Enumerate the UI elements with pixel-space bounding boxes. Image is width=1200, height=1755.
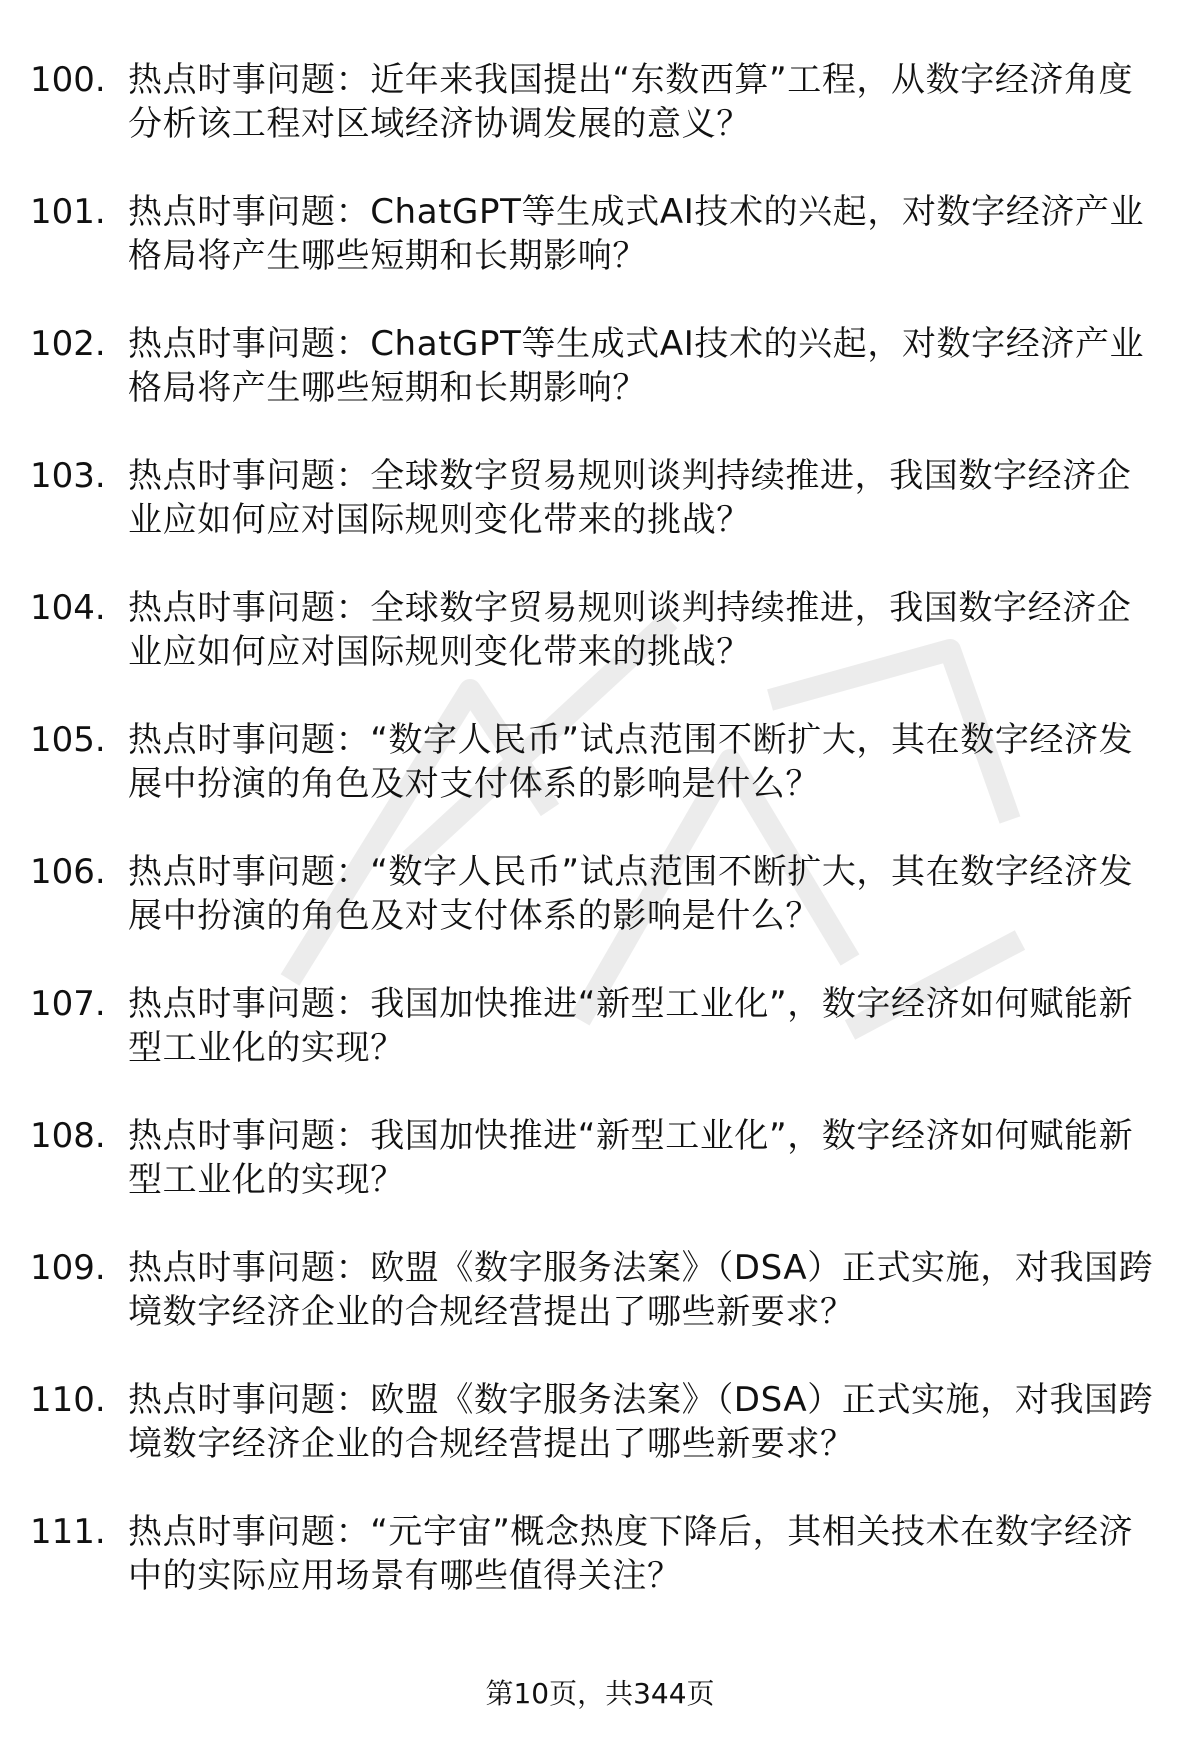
question-number: 102. bbox=[30, 324, 106, 364]
list-item bbox=[30, 1114, 1160, 1246]
question-text: 热点时事问题：“数字人民币”试点范围不断扩大，其在数字经济发展中扮演的角色及对支付体系的影响是什么？ bbox=[128, 720, 1134, 804]
question-text: 热点时事问题：近年来我国提出“东数西算”工程，从数字经济角度分析该工程对区域经济协调发展的意义？ bbox=[128, 60, 1134, 144]
question-number: 103. bbox=[30, 456, 106, 496]
question-number: 100. bbox=[30, 60, 106, 100]
question-text: 热点时事问题：全球数字贸易规则谈判持续推进，我国数字经济企业应如何应对国际规则变化带来的挑战？ bbox=[128, 456, 1132, 540]
list-item bbox=[30, 454, 1160, 586]
list-item bbox=[30, 718, 1160, 850]
page-footer bbox=[0, 1674, 1200, 1714]
list-item bbox=[30, 190, 1160, 322]
question-number: 106. bbox=[30, 852, 106, 892]
question-text: 热点时事问题：“数字人民币”试点范围不断扩大，其在数字经济发展中扮演的角色及对支付体系的影响是什么？ bbox=[128, 852, 1134, 936]
question-number: 105. bbox=[30, 720, 106, 760]
question-number: 101. bbox=[30, 192, 106, 232]
question-text: 热点时事问题：我国加快推进“新型工业化”，数字经济如何赋能新型工业化的实现？ bbox=[128, 984, 1134, 1068]
question-text: 热点时事问题：ChatGPT等生成式AI技术的兴起，对数字经济产业格局将产生哪些短期和长期影响？ bbox=[128, 192, 1145, 276]
list-item bbox=[30, 322, 1160, 454]
list-item bbox=[30, 58, 1160, 190]
list-item bbox=[30, 1510, 1160, 1642]
list-item bbox=[30, 1378, 1160, 1510]
list-item bbox=[30, 982, 1160, 1114]
question-text: 热点时事问题：“元宇宙”概念热度下降后，其相关技术在数字经济中的实际应用场景有哪些值得关注？ bbox=[128, 1512, 1134, 1596]
question-text: 热点时事问题：我国加快推进“新型工业化”，数字经济如何赋能新型工业化的实现？ bbox=[128, 1116, 1134, 1200]
question-number: 111. bbox=[30, 1512, 106, 1552]
question-number: 109. bbox=[30, 1248, 106, 1288]
question-list bbox=[30, 58, 1160, 1642]
question-text: 热点时事问题：欧盟《数字服务法案》（DSA）正式实施，对我国跨境数字经济企业的合规经营提出了哪些新要求？ bbox=[128, 1248, 1154, 1332]
question-number: 107. bbox=[30, 984, 106, 1024]
list-item bbox=[30, 850, 1160, 982]
question-number: 104. bbox=[30, 588, 106, 628]
question-text: 热点时事问题：ChatGPT等生成式AI技术的兴起，对数字经济产业格局将产生哪些短期和长期影响？ bbox=[128, 324, 1145, 408]
question-text: 热点时事问题：欧盟《数字服务法案》（DSA）正式实施，对我国跨境数字经济企业的合规经营提出了哪些新要求？ bbox=[128, 1380, 1154, 1464]
question-number: 108. bbox=[30, 1116, 106, 1156]
question-text: 热点时事问题：全球数字贸易规则谈判持续推进，我国数字经济企业应如何应对国际规则变化带来的挑战？ bbox=[128, 588, 1132, 672]
question-number: 110. bbox=[30, 1380, 106, 1420]
list-item bbox=[30, 1246, 1160, 1378]
list-item bbox=[30, 586, 1160, 718]
page-number-label: 第10页，共344页 bbox=[485, 1677, 715, 1710]
